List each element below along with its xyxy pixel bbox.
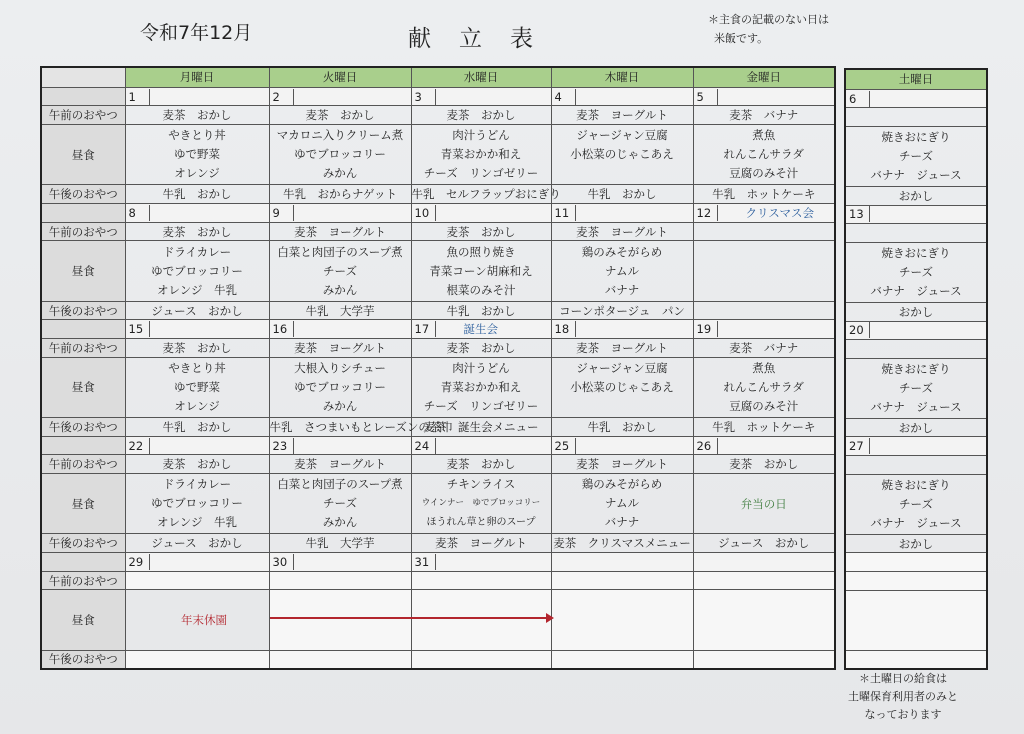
pm-snack-label: 午後のおやつ [41, 185, 125, 204]
day-header-sat: 土曜日 [845, 69, 987, 89]
date-number: 27 [846, 438, 870, 454]
date-number: 5 [694, 89, 718, 105]
am-snack-row: 午前のおやつ 麦茶 おかし 麦茶 ヨーグルト 麦茶 おかし 麦茶 ヨーグルト 麦茶 おかし [41, 455, 835, 474]
pm-snack-row: 午後のおやつ ジュース おかし 牛乳 大学芋 牛乳 おかし コーンポタージュ パン [41, 301, 835, 320]
rice-note: ＊主食の記載のない日は 米飯です。 [708, 13, 829, 45]
am-snack-label: 午前のおやつ [41, 106, 125, 125]
date-number: 30 [270, 554, 294, 570]
date-number: 8 [126, 205, 150, 221]
date-number: 6 [846, 91, 870, 107]
saturday-lunch: 焼きおにぎり チーズ バナナ ジュース [845, 358, 987, 418]
date-number: 20 [846, 322, 870, 338]
date-number: 29 [126, 554, 150, 570]
am-snack-row: 午前のおやつ 麦茶 おかし 麦茶 ヨーグルト 麦茶 おかし 麦茶 ヨーグルト [41, 222, 835, 241]
date-number: 10 [412, 205, 436, 221]
day-header-tue: 火曜日 [269, 67, 411, 87]
page-title: 献立表 [408, 26, 561, 52]
weekday-menu-table [40, 66, 836, 670]
date-number: 2 [270, 89, 294, 105]
event-label: クリスマス会 [745, 205, 815, 220]
day-header-thu: 木曜日 [551, 67, 693, 87]
day-header-mon: 月曜日 [125, 67, 269, 87]
date-number: 15 [126, 321, 150, 337]
date-row [41, 553, 835, 572]
date-number: 1 [126, 89, 150, 105]
date-number: 22 [126, 438, 150, 454]
lunch-label: 昼食 [41, 125, 125, 185]
date-number: 11 [552, 205, 576, 221]
pm-snack-row: 午後のおやつ 牛乳 おかし 牛乳 さつまいもとレーズンの茶巾 麦茶 誕生会メニュー 牛乳 おかし 牛乳 ホットケーキ [41, 418, 835, 437]
day-header-wed: 水曜日 [411, 67, 551, 87]
date-number: 26 [694, 438, 718, 454]
am-snack-row: 午前のおやつ [41, 571, 835, 590]
saturday-note: ＊土曜日の給食は 土曜保育利用者のみと なっております [848, 672, 958, 721]
pm-snack-row: 午後のおやつ [41, 650, 835, 669]
date-number: 18 [552, 321, 576, 337]
lunch-row: 昼食 やきとり丼 ゆで野菜 オレンジ 大根入りシチュー ゆでブロッコリー みかん 肉汁うどん 青菜おかか和え チーズ リンゴゼリー ジャージャン豆腐 小松菜のじゃこあえ 煮魚 れんこんサラダ 豆腐のみそ汁 [41, 357, 835, 417]
date-number: 24 [412, 438, 436, 454]
date-number: 16 [270, 321, 294, 337]
am-snack-row: 午前のおやつ 麦茶 おかし 麦茶 ヨーグルト 麦茶 おかし 麦茶 ヨーグルト 麦茶 バナナ [41, 339, 835, 358]
date-number: 23 [270, 438, 294, 454]
day-header-fri: 金曜日 [693, 67, 835, 87]
date-row [41, 204, 835, 223]
date-number: 31 [412, 554, 436, 570]
lunch-row: 昼食 ドライカレー ゆでブロッコリー オレンジ 牛乳 白菜と肉団子のスープ煮 チーズ みかん 魚の照り焼き 青菜コーン胡麻和え 根菜のみそ汁 鶏のみそがらめ ナムル バナナ [41, 241, 835, 301]
date-row [41, 436, 835, 455]
date-number: 12 [694, 205, 718, 221]
lunch-row: 昼食 ドライカレー ゆでブロッコリー オレンジ 牛乳 白菜と肉団子のスープ煮 チーズ みかん チキンライス ウインナー ゆでブロッコリー ほうれん草と卵のスープ 鶏のみそがらめ ナムル バナナ 弁当の日 [41, 474, 835, 534]
date-number: 19 [694, 321, 718, 337]
pm-snack-row: 午後のおやつ 牛乳 おかし 牛乳 おからナゲット 牛乳 セルフラップおにぎり 牛乳 おかし 牛乳 ホットケーキ [41, 185, 835, 204]
saturday-menu-table: 土曜日 6 焼きおにぎり チーズ バナナ ジュース おかし 13 焼きおにぎり チーズ バナナ ジュース おかし 20 焼きおにぎり チーズ バナナ ジュース おかし 27 焼きおにぎり チーズ バナナ ジュース おかし [844, 68, 988, 670]
lunch-row: 昼食 年末休園 [41, 590, 835, 650]
date-number: 25 [552, 438, 576, 454]
month-label: 令和7年12月 [140, 22, 253, 44]
saturday-lunch: 焼きおにぎり チーズ バナナ ジュース [845, 242, 987, 302]
saturday-lunch: 焼きおにぎり チーズ バナナ ジュース [845, 126, 987, 186]
date-row [41, 320, 835, 339]
corner-cell [41, 67, 125, 87]
year-end-closure-label: 年末休園 [125, 590, 269, 650]
date-number: 17 [412, 321, 436, 337]
date-number: 3 [412, 89, 436, 105]
bento-day-label: 弁当の日 [693, 474, 835, 534]
lunch-row: 昼食 やきとり丼 ゆで野菜 オレンジ マカロニ入りクリーム煮 ゆでブロッコリー みかん 肉汁うどん 青菜おかか和え チーズ リンゴゼリー ジャージャン豆腐 小松菜のじゃこあえ 煮魚 れんこんサラダ 豆腐のみそ汁 [41, 125, 835, 185]
date-row [41, 87, 835, 106]
date-number: 4 [552, 89, 576, 105]
am-snack-row: 午前のおやつ 麦茶 おかし 麦茶 おかし 麦茶 おかし 麦茶 ヨーグルト 麦茶 バナナ [41, 106, 835, 125]
pm-snack-row: 午後のおやつ ジュース おかし 牛乳 大学芋 麦茶 ヨーグルト 麦茶 クリスマスメニュー ジュース おかし [41, 534, 835, 553]
date-number: 13 [846, 206, 870, 222]
closure-arrow [270, 617, 552, 619]
saturday-lunch: 焼きおにぎり チーズ バナナ ジュース [845, 474, 987, 534]
event-label: 誕生会 [463, 322, 498, 337]
date-number: 9 [270, 205, 294, 221]
